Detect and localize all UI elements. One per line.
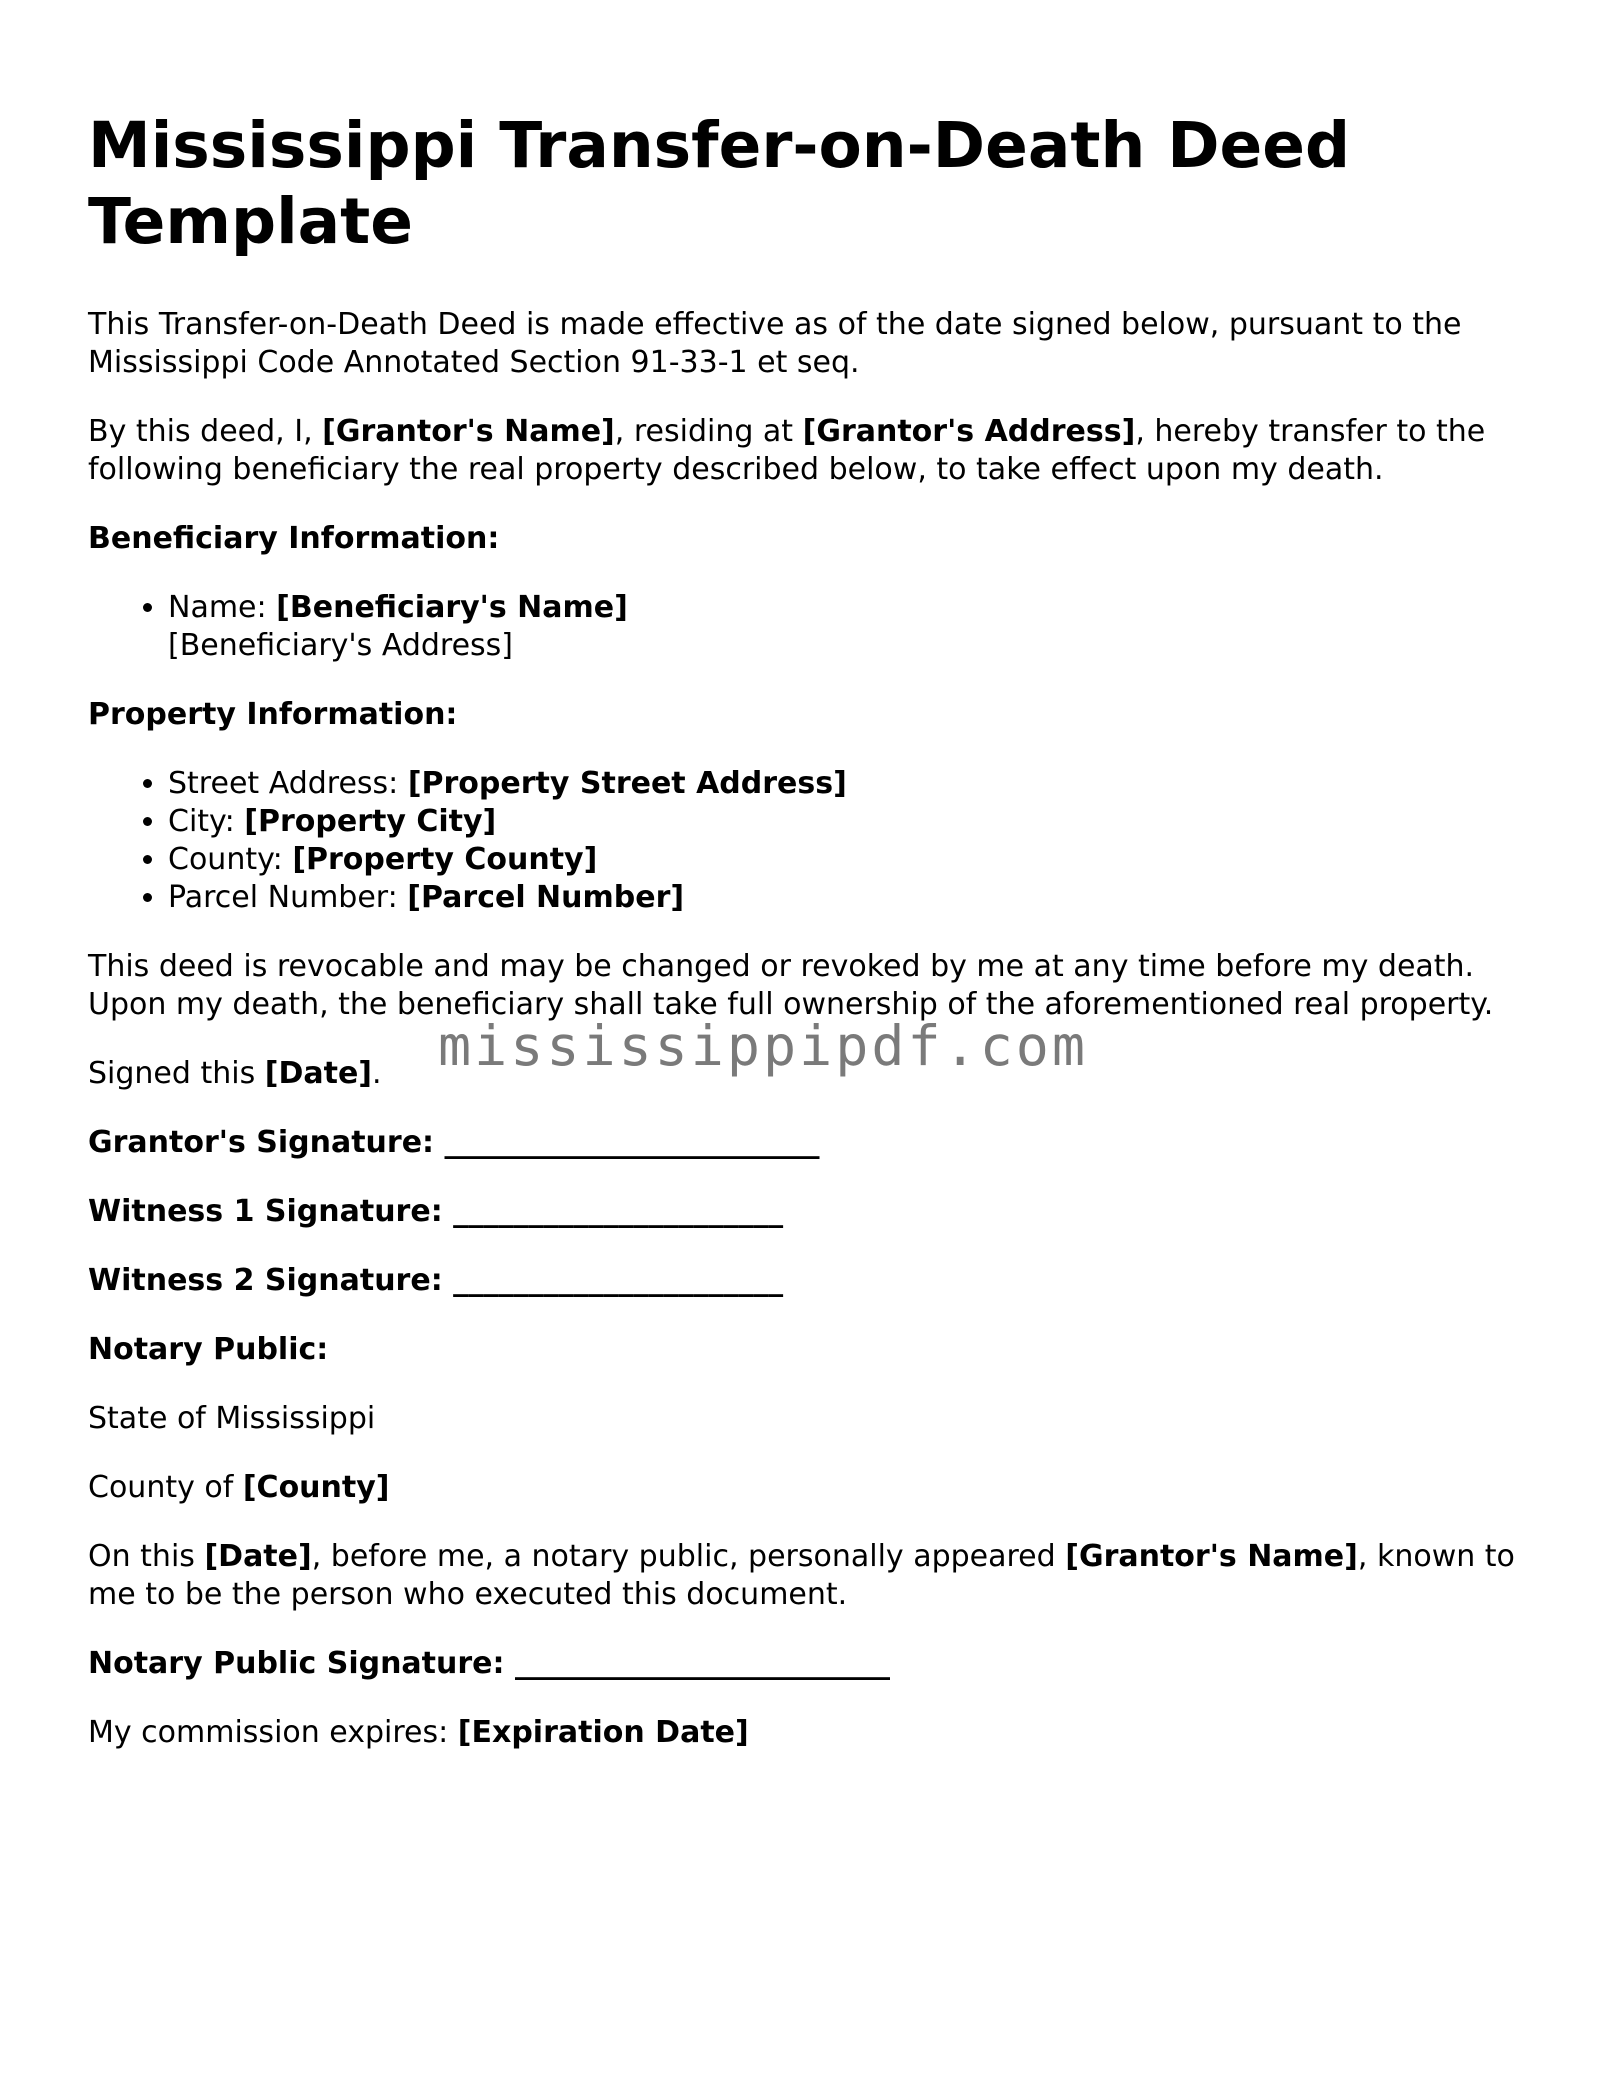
witness-1-signature-line: Witness 1 Signature: ______________________ (88, 1194, 784, 1229)
notary-state: State of Mississippi (88, 1401, 376, 1436)
notary-heading: Notary Public: (88, 1332, 329, 1367)
property-item-value: [Property Street Address] (407, 766, 847, 801)
grant-text-2: , residing at (614, 414, 803, 449)
grant-text-3: , hereby transfer to the following beneficiary the real property described below, to take effect upon my death. (88, 414, 1486, 487)
list-item (168, 589, 1528, 665)
revocation-paragraph: This deed is revocable and may be changed or revoked by me at any time before my death. Upon my death, the beneficiary shall take full ownership of the aforementioned real property. (88, 949, 1494, 1022)
notary-acknowledgment-paragraph (88, 1538, 1528, 1614)
witness-2-signature-line: Witness 2 Signature: ______________________ (88, 1263, 784, 1298)
list-item (168, 803, 1528, 841)
signed-prefix: Signed this (88, 1056, 265, 1091)
property-item-label: County: (168, 842, 293, 877)
grantor-name-placeholder: [Grantor's Name] (322, 414, 615, 449)
ack-middle: , before me, a notary public, personally appeared (311, 1539, 1066, 1574)
beneficiary-list (88, 589, 1528, 665)
watermark-text: mississippipdf.com (438, 1014, 1089, 1078)
commission-line (88, 1714, 1528, 1752)
property-item-value: [Parcel Number] (407, 880, 685, 915)
intro-paragraph: This Transfer-on-Death Deed is made effective as of the date signed below, pursuant to the Mississippi Code Annotated Section 91-33-1 et seq. (88, 307, 1462, 380)
ack-date-placeholder: [Date] (204, 1539, 312, 1574)
document-page (88, 108, 1528, 1783)
beneficiary-heading: Beneficiary Information: (88, 521, 500, 556)
signed-date-placeholder: [Date] (264, 1056, 373, 1091)
ack-suffix: , known to me to be the person who executed this document. (88, 1539, 1515, 1612)
commission-prefix: My commission expires: (88, 1715, 458, 1750)
property-item-label: Parcel Number: (168, 880, 408, 915)
grantor-signature-line: Grantor's Signature: _________________________ (88, 1125, 820, 1160)
grant-text-1: By this deed, I, (88, 414, 323, 449)
document-title: Mississippi Transfer-on-Death Deed Template (88, 109, 1351, 258)
notary-signature-line: Notary Public Signature: _________________________ (88, 1646, 890, 1681)
ack-prefix: On this (88, 1539, 205, 1574)
list-item (168, 765, 1528, 803)
beneficiary-address-placeholder: [Beneficiary's Address] (168, 628, 513, 663)
property-item-label: City: (168, 804, 245, 839)
signed-suffix: . (372, 1056, 382, 1091)
property-list (88, 765, 1528, 917)
property-item-value: [Property County] (292, 842, 598, 877)
commission-date-placeholder: [Expiration Date] (457, 1715, 749, 1750)
notary-county-prefix: County of (88, 1470, 243, 1505)
grantor-address-placeholder: [Grantor's Address] (802, 414, 1136, 449)
list-item (168, 879, 1528, 917)
list-item (168, 841, 1528, 879)
notary-county-placeholder: [County] (242, 1470, 390, 1505)
ack-name-placeholder: [Grantor's Name] (1065, 1539, 1358, 1574)
property-heading: Property Information: (88, 697, 458, 732)
notary-county-line (88, 1469, 1528, 1507)
grant-paragraph (88, 413, 1528, 489)
property-item-value: [Property City] (244, 804, 497, 839)
beneficiary-name-label: Name: (168, 590, 277, 625)
beneficiary-name-placeholder: [Beneficiary's Name] (276, 590, 628, 625)
property-item-label: Street Address: (168, 766, 408, 801)
